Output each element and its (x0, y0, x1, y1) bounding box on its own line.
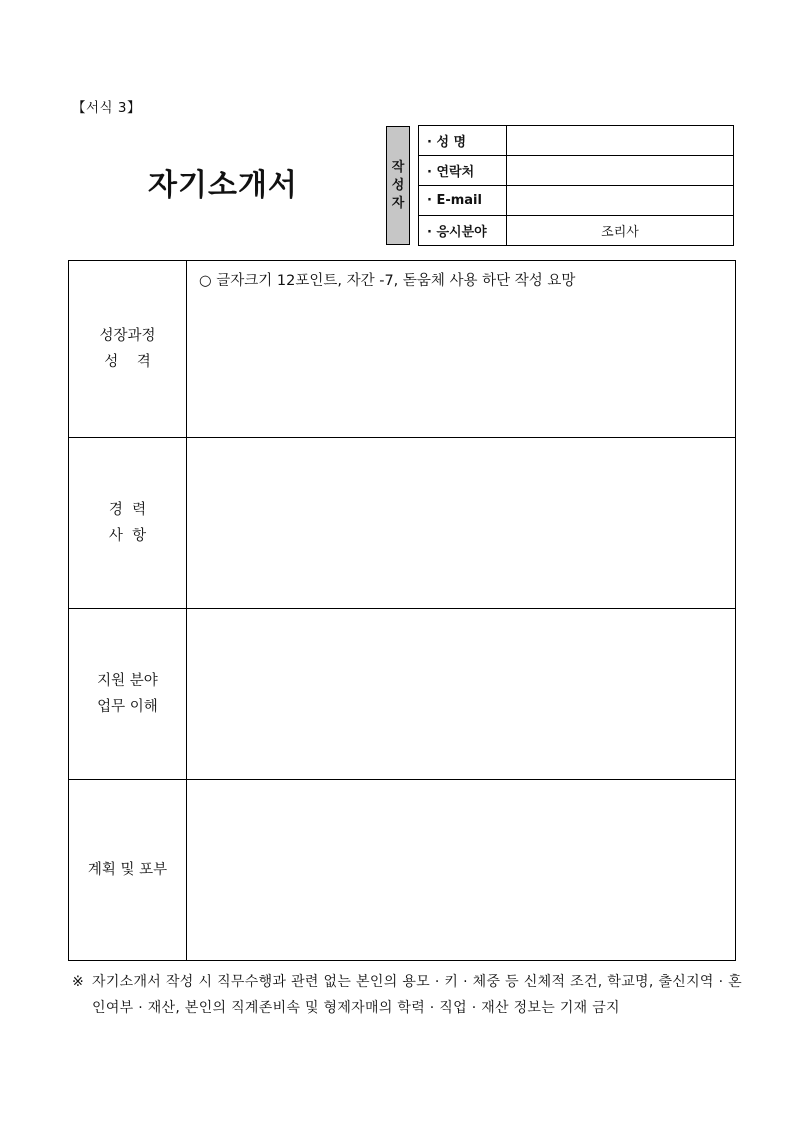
growth-label-line2: 성 격 (104, 354, 151, 370)
disclaimer-note (72, 969, 742, 1021)
name-label: · 성 명 (419, 126, 507, 156)
job-understanding-content-area[interactable] (187, 609, 736, 780)
plans-label-line1: 계획 및 포부 (87, 862, 168, 878)
document-title: 자기소개서 (148, 168, 298, 203)
author-side-text: 작성자 (391, 159, 405, 211)
section-row-job-understanding (69, 609, 736, 780)
name-field[interactable] (507, 126, 734, 156)
section-row-career (69, 438, 736, 609)
writing-guide-text: ○ 글자크기 12포인트, 자간 -7, 돋움체 사용 하단 작성 요망 (199, 273, 576, 289)
author-row-field (419, 216, 734, 246)
author-row-contact (419, 156, 734, 186)
contact-label: · 연락처 (419, 156, 507, 186)
author-side-label (386, 126, 410, 245)
job-understanding-label-line2: 업무 이해 (97, 699, 158, 715)
note-text: 자기소개서 작성 시 직무수행과 관련 없는 본인의 용모 · 키 · 체중 등 신체적 조건, 학교명, 출신지역 · 혼인여부 · 재산, 본인의 직계존비속 및 형제자매의 학력 · 직업 · 재산 정보는 기재 금지 (92, 974, 742, 1016)
application-field-value[interactable]: 조리사 (507, 216, 734, 246)
email-field[interactable] (507, 186, 734, 216)
email-label: · E-mail (419, 186, 507, 216)
author-info-table (418, 125, 734, 246)
plans-label (69, 780, 187, 961)
career-label-line2: 사 항 (108, 528, 147, 544)
contact-field[interactable] (507, 156, 734, 186)
job-understanding-label-line1: 지원 분야 (97, 673, 158, 689)
growth-label-line1: 성장과정 (99, 328, 156, 344)
form-number-label: 【서식 3】 (72, 100, 141, 116)
author-row-email (419, 186, 734, 216)
plans-content-area[interactable] (187, 780, 736, 961)
career-label-line1: 경 력 (108, 502, 147, 518)
growth-content-area[interactable] (187, 261, 736, 438)
section-row-growth (69, 261, 736, 438)
job-understanding-label (69, 609, 187, 780)
note-mark: ※ (72, 974, 84, 990)
growth-label (69, 261, 187, 438)
self-introduction-table (68, 260, 736, 961)
career-content-area[interactable] (187, 438, 736, 609)
career-label (69, 438, 187, 609)
application-field-label: · 응시분야 (419, 216, 507, 246)
section-row-plans (69, 780, 736, 961)
author-row-name (419, 126, 734, 156)
